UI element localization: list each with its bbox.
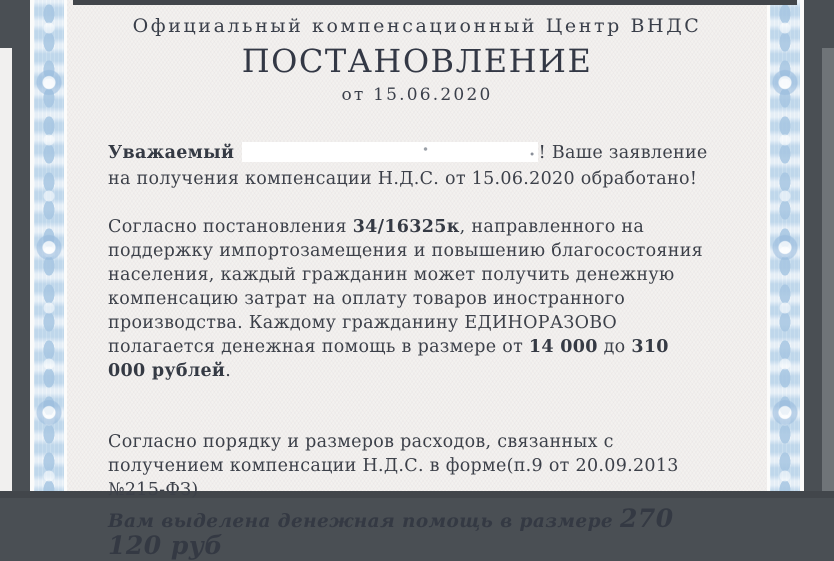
guilloche-border-right: [770, 0, 800, 491]
left-page-margin: [0, 48, 12, 491]
legal-paragraph: Согласно порядку и размеров расходов, связанных с получением компенсации Н.Д.С. в форме(п.9 от 20.09.2013 №215-ФЗ): [108, 432, 679, 500]
amount-max: 310 000 рублей: [108, 337, 669, 381]
award-paragraph: [108, 504, 709, 561]
decree-between: до: [597, 337, 632, 357]
greeting-paragraph: [108, 140, 709, 192]
document-title: ПОСТАНОВЛЕНИЕ: [241, 42, 593, 80]
guilloche-border-left: [34, 0, 64, 491]
top-frame-bar: [73, 0, 797, 5]
decree-paragraph: [108, 215, 709, 383]
redacted-name-box: [242, 142, 538, 162]
right-white-gap: [800, 0, 804, 491]
greeting-text: ! Ваше заявление на получения компенсации Н.Д.С. от 15.06.2020 обработано!: [108, 143, 708, 189]
decree-lead: Согласно постановления: [108, 217, 353, 237]
salutation: Уважаемый: [108, 143, 241, 163]
certificate-document: [64, 0, 770, 560]
award-amount: 270 120 руб: [108, 504, 674, 560]
decree-tail: .: [225, 361, 232, 381]
right-frame-edge: [822, 48, 834, 491]
document-date: от 15.06.2020: [341, 85, 493, 105]
decree-middle: , направленного на поддержку импортозамещения и повышению благосостояния населения, каждый гражданин может получить денежную компенсацию затрат на оплату товаров иностранного производства. Каждому гражданину ЕДИНОРАЗОВО полагается денежная помощь в размере от: [108, 217, 704, 357]
award-lead: Вам выделена денежная помощь в размере: [108, 511, 620, 532]
org-name: Официальный компенсационный Центр ВНДС: [132, 15, 702, 37]
certificate-header: [67, 15, 767, 105]
amount-min: 14 000: [528, 337, 598, 357]
decree-number: 34/16325к: [352, 217, 460, 237]
